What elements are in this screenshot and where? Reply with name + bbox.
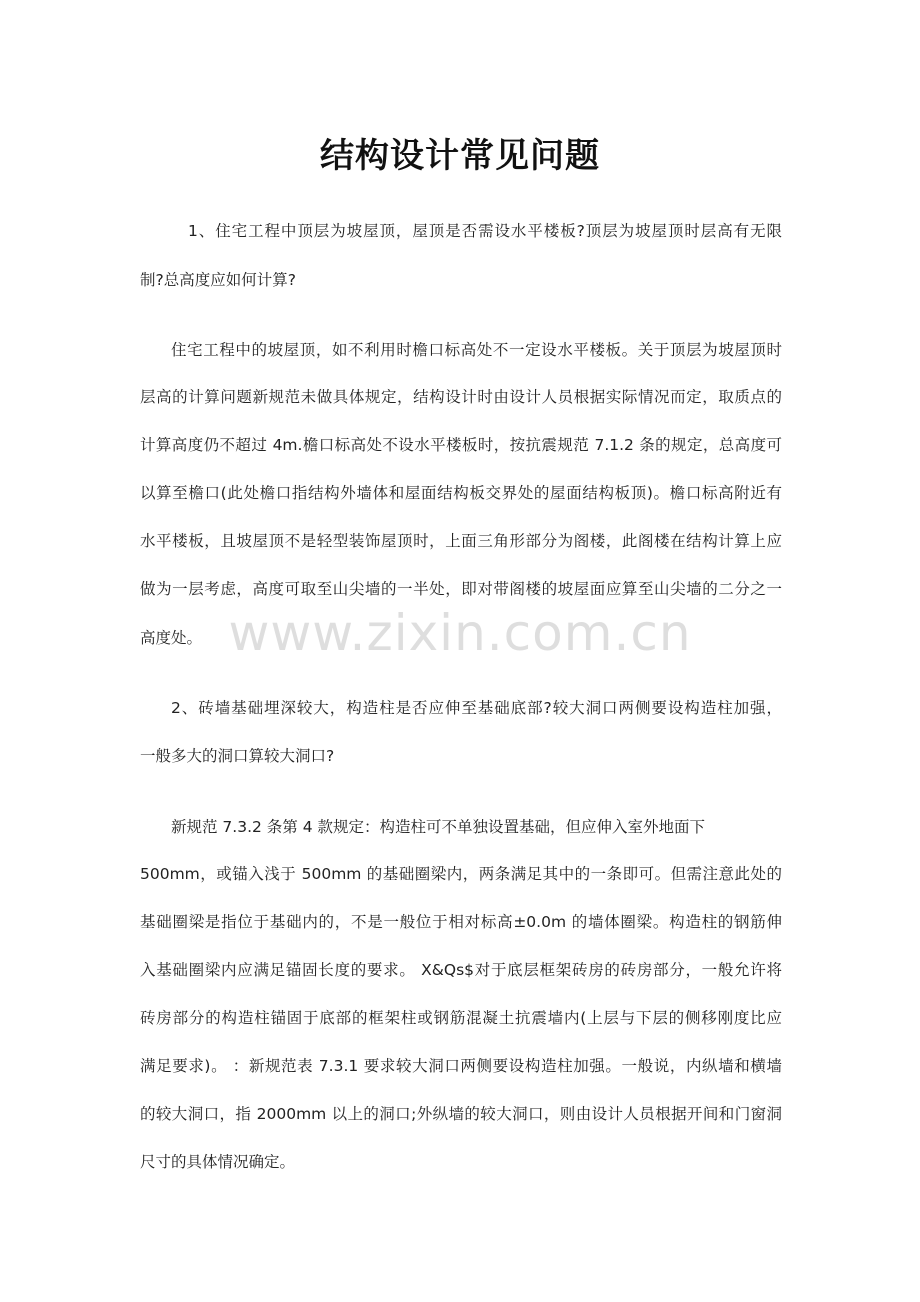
text-line: 以算至檐口(此处檐口指结构外墙体和屋面结构板交界处的屋面结构板顶)。檐口标高附近有 xyxy=(140,484,782,502)
text-line: 新规范 7.3.2 条第 4 款规定：构造柱可不单独设置基础，但应伸入室外地面下 xyxy=(171,818,706,836)
text-line: 层高的计算问题新规范未做具体规定，结构设计时由设计人员根据实际情况而定，取质点的 xyxy=(140,388,782,406)
text-line: 1、住宅工程中顶层为坡屋顶，屋顶是否需设水平楼板?顶层为坡屋顶时层高有无限 xyxy=(188,222,782,240)
text-line: 水平楼板，且坡屋顶不是轻型装饰屋顶时，上面三角形部分为阁楼，此阁楼在结构计算上应 xyxy=(140,532,782,550)
text-line: 满足要求)。 ：新规范表 7.3.1 要求较大洞口两侧要设构造柱加强。一般说，内纵墙和横墙 xyxy=(140,1057,782,1075)
watermark: www.zixin.com.cn xyxy=(228,604,692,662)
text-line: 砖房部分的构造柱锚固于底部的框架柱或钢筋混凝土抗震墙内(上层与下层的侧移刚度比应 xyxy=(140,1009,782,1027)
text-line: 基础圈梁是指位于基础内的，不是一般位于相对标高±0.0m 的墙体圈梁。构造柱的钢筋伸 xyxy=(140,913,782,931)
text-line: 制?总高度应如何计算? xyxy=(140,271,296,289)
document-title: 结构设计常见问题 xyxy=(320,136,600,176)
text-line: 计算高度仍不超过 4m.檐口标高处不设水平楼板时，按抗震规范 7.1.2 条的规定，总高度可 xyxy=(140,436,782,454)
text-line: 一般多大的洞口算较大洞口? xyxy=(140,747,335,765)
text-line: 的较大洞口，指 2000mm 以上的洞口;外纵墙的较大洞口，则由设计人员根据开间和门窗洞 xyxy=(140,1105,782,1123)
text-line: 尺寸的具体情况确定。 xyxy=(140,1153,296,1171)
text-line: 高度处。 xyxy=(140,629,203,647)
text-line: 500mm，或锚入浅于 500mm 的基础圈梁内，两条满足其中的一条即可。但需注意此处的 xyxy=(140,865,782,883)
text-line: 入基础圈梁内应满足锚固长度的要求。 X&Qs$对于底层框架砖房的砖房部分，一般允许将 xyxy=(140,961,782,979)
text-line: 做为一层考虑，高度可取至山尖墙的一半处，即对带阁楼的坡屋面应算至山尖墙的二分之一 xyxy=(140,580,782,598)
text-line: 住宅工程中的坡屋顶，如不利用时檐口标高处不一定设水平楼板。关于顶层为坡屋顶时 xyxy=(171,341,782,359)
text-line: 2、砖墙基础埋深较大，构造柱是否应伸至基础底部?较大洞口两侧要设构造柱加强， xyxy=(171,699,782,717)
